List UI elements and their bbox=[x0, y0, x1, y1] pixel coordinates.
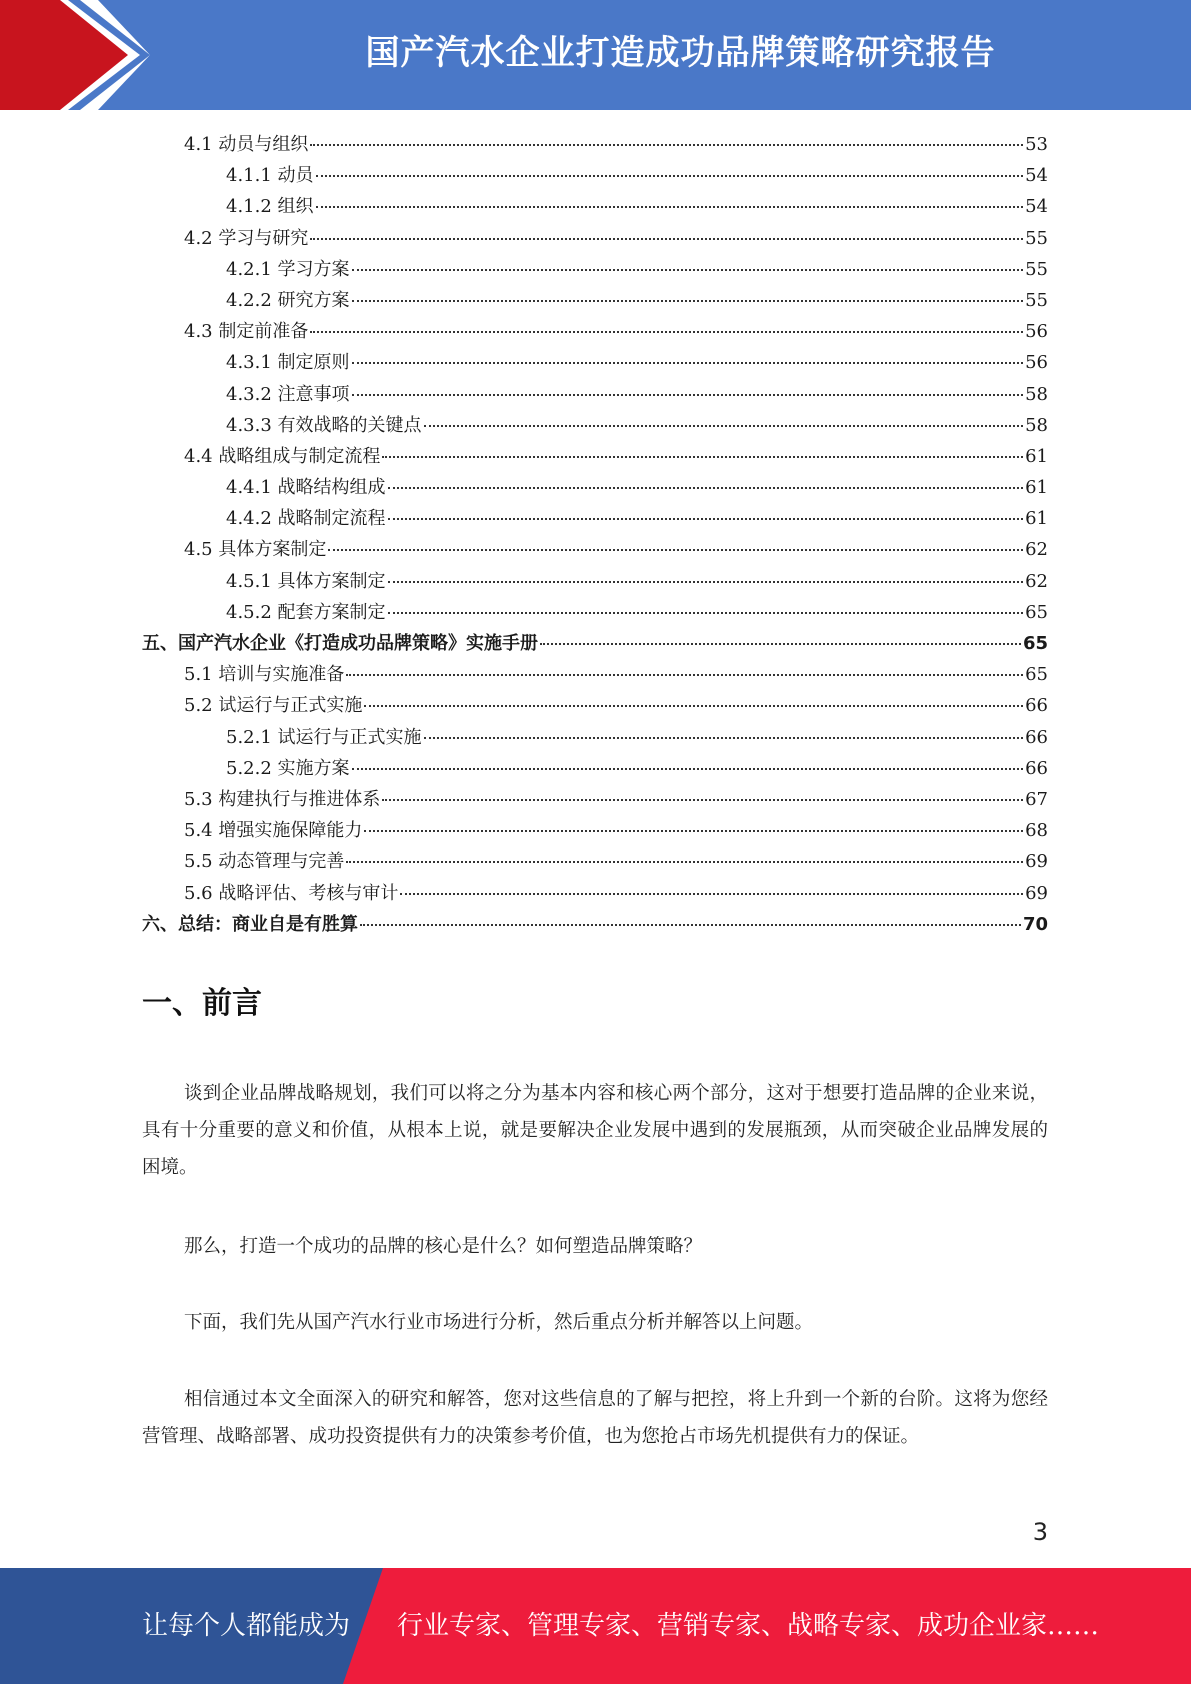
toc-entry[interactable] bbox=[142, 534, 1048, 565]
toc-entry-page: 54 bbox=[1025, 196, 1048, 218]
toc-entry-label: 5.1 培训与实施准备 bbox=[184, 664, 345, 686]
toc-entry-page: 58 bbox=[1025, 383, 1048, 405]
toc-entry-label: 4.3.1 制定原则 bbox=[226, 352, 350, 374]
toc-entry-label: 4.3.3 有效战略的关键点 bbox=[226, 414, 422, 436]
toc-entry-label: 5.5 动态管理与完善 bbox=[184, 851, 345, 873]
toc-entry[interactable] bbox=[142, 410, 1048, 441]
toc-entry[interactable] bbox=[142, 441, 1048, 472]
toc-entry-page: 69 bbox=[1025, 882, 1048, 904]
toc-dot-leader bbox=[352, 298, 1024, 302]
toc-dot-leader bbox=[364, 828, 1023, 832]
toc-entry-label: 5.2.1 试运行与正式实施 bbox=[226, 726, 422, 748]
toc-entry[interactable] bbox=[142, 316, 1048, 347]
toc-entry-page: 65 bbox=[1022, 633, 1048, 654]
toc-dot-leader bbox=[310, 329, 1023, 333]
toc-entry-page: 61 bbox=[1025, 445, 1048, 467]
toc-entry-page: 62 bbox=[1025, 539, 1048, 561]
paragraph-2: 那么，打造一个成功的品牌的核心是什么？如何塑造品牌策略？ bbox=[184, 1236, 703, 1257]
toc-entry-label: 六、总结：商业自是有胜算 bbox=[142, 913, 358, 935]
toc-dot-leader bbox=[310, 142, 1023, 146]
toc-dot-leader bbox=[382, 454, 1023, 458]
toc-dot-leader bbox=[316, 173, 1024, 177]
toc-entry[interactable] bbox=[142, 129, 1048, 160]
toc-entry[interactable] bbox=[142, 191, 1048, 222]
footer-band bbox=[0, 1568, 1191, 1684]
toc-dot-leader bbox=[360, 922, 1021, 926]
toc-entry-label: 4.1.2 组织 bbox=[226, 196, 314, 218]
toc-entry[interactable] bbox=[142, 223, 1048, 254]
toc-entry[interactable] bbox=[142, 784, 1048, 815]
toc-dot-leader bbox=[352, 267, 1024, 271]
toc-entry-label: 五、国产汽水企业《打造成功品牌策略》实施手册 bbox=[142, 633, 538, 654]
toc-dot-leader bbox=[316, 204, 1024, 208]
section-heading: 一、前言 bbox=[142, 986, 262, 1021]
toc-dot-leader bbox=[352, 766, 1024, 770]
toc-entry[interactable] bbox=[142, 285, 1048, 316]
toc-dot-leader bbox=[382, 797, 1023, 801]
toc-entry-page: 66 bbox=[1025, 695, 1048, 717]
paragraph-3: 下面，我们先从国产汽水行业市场进行分析，然后重点分析并解答以上问题。 bbox=[184, 1312, 814, 1333]
toc-entry-page: 55 bbox=[1025, 258, 1048, 280]
toc-entry-page: 55 bbox=[1025, 289, 1048, 311]
toc-entry-page: 55 bbox=[1025, 227, 1048, 249]
footer-slogan-left: 让每个人都能成为 bbox=[142, 1611, 351, 1641]
toc-entry-page: 53 bbox=[1025, 134, 1048, 155]
toc-entry[interactable] bbox=[142, 846, 1048, 877]
toc-entry-label: 5.3 构建执行与推进体系 bbox=[184, 788, 381, 810]
toc-entry-label: 4.5 具体方案制定 bbox=[184, 539, 327, 561]
toc-entry-label: 5.4 增强实施保障能力 bbox=[184, 820, 363, 842]
toc-entry[interactable] bbox=[142, 347, 1048, 378]
toc-entry[interactable] bbox=[142, 690, 1048, 721]
toc-entry-label: 5.2.2 实施方案 bbox=[226, 757, 350, 779]
toc-dot-leader bbox=[540, 641, 1021, 645]
toc-entry[interactable] bbox=[142, 379, 1048, 410]
toc-entry-page: 69 bbox=[1025, 851, 1048, 873]
toc-entry-label: 4.4.2 战略制定流程 bbox=[226, 508, 386, 530]
toc-dot-leader bbox=[388, 516, 1024, 520]
toc-entry-page: 54 bbox=[1025, 165, 1048, 187]
toc-entry[interactable] bbox=[142, 503, 1048, 534]
toc-entry[interactable] bbox=[142, 597, 1048, 628]
page-number: 3 bbox=[1032, 1518, 1048, 1546]
toc-entry-label: 4.1 动员与组织 bbox=[184, 134, 309, 155]
toc-dot-leader bbox=[400, 891, 1023, 895]
toc-dot-leader bbox=[346, 859, 1023, 863]
toc-entry-label: 4.5.2 配套方案制定 bbox=[226, 601, 386, 623]
toc-entry[interactable] bbox=[142, 472, 1048, 503]
header-band bbox=[0, 0, 1191, 110]
toc-entry[interactable] bbox=[142, 909, 1048, 940]
toc-entry[interactable] bbox=[142, 722, 1048, 753]
paragraph-1: 谈到企业品牌战略规划，我们可以将之分为基本内容和核心两个部分，这对于想要打造品牌的企业来说，具有十分重要的意义和价值，从根本上说，就是要解决企业发展中遇到的发展瓶颈，从而突破企业品牌发展的困境。 bbox=[142, 1083, 1048, 1178]
toc-entry-label: 5.6 战略评估、考核与审计 bbox=[184, 882, 399, 904]
toc-entry-page: 70 bbox=[1022, 913, 1048, 935]
toc-dot-leader bbox=[346, 672, 1023, 676]
toc-entry[interactable] bbox=[142, 815, 1048, 846]
toc-dot-leader bbox=[310, 236, 1023, 240]
toc-entry[interactable] bbox=[142, 878, 1048, 909]
toc-dot-leader bbox=[352, 392, 1024, 396]
toc-entry-page: 62 bbox=[1025, 570, 1048, 592]
toc-entry-label: 4.4 战略组成与制定流程 bbox=[184, 445, 381, 467]
toc-entry-page: 68 bbox=[1025, 820, 1048, 842]
toc-entry-page: 65 bbox=[1025, 601, 1048, 623]
toc-entry-label: 4.3.2 注意事项 bbox=[226, 383, 350, 405]
toc-entry-label: 4.5.1 具体方案制定 bbox=[226, 570, 386, 592]
toc-dot-leader bbox=[388, 579, 1024, 583]
toc-entry-page: 56 bbox=[1025, 352, 1048, 374]
toc-entry[interactable] bbox=[142, 628, 1048, 659]
toc-entry[interactable] bbox=[142, 160, 1048, 191]
toc-entry[interactable] bbox=[142, 753, 1048, 784]
toc-entry-label: 5.2 试运行与正式实施 bbox=[184, 695, 363, 717]
toc-entry-page: 58 bbox=[1025, 414, 1048, 436]
paragraph-4: 相信通过本文全面深入的研究和解答，您对这些信息的了解与把控，将上升到一个新的台阶。这将为您经营管理、战略部署、成功投资提供有力的决策参考价值，也为您抢占市场先机提供有力的保证。 bbox=[142, 1389, 1048, 1447]
toc-entry[interactable] bbox=[142, 566, 1048, 597]
toc-entry-page: 67 bbox=[1025, 788, 1048, 810]
toc-dot-leader bbox=[364, 703, 1023, 707]
toc-entry-label: 4.2.1 学习方案 bbox=[226, 258, 350, 280]
toc-entry-page: 65 bbox=[1025, 664, 1048, 686]
toc-entry-page: 61 bbox=[1025, 477, 1048, 499]
toc-entry-label: 4.3 制定前准备 bbox=[184, 321, 309, 343]
toc-dot-leader bbox=[352, 360, 1024, 364]
toc-dot-leader bbox=[388, 610, 1024, 614]
toc-entry-page: 61 bbox=[1025, 508, 1048, 530]
toc-entry-label: 4.4.1 战略结构组成 bbox=[226, 477, 386, 499]
toc-entry-page: 56 bbox=[1025, 321, 1048, 343]
footer-slogan-right: 行业专家、管理专家、营销专家、战略专家、成功企业家…… bbox=[397, 1611, 1100, 1641]
table-of-contents bbox=[142, 129, 1048, 940]
toc-entry-label: 4.2 学习与研究 bbox=[184, 227, 309, 249]
toc-entry[interactable] bbox=[142, 659, 1048, 690]
toc-entry-label: 4.2.2 研究方案 bbox=[226, 289, 350, 311]
toc-dot-leader bbox=[424, 423, 1024, 427]
toc-entry-page: 66 bbox=[1025, 726, 1048, 748]
toc-entry[interactable] bbox=[142, 254, 1048, 285]
toc-entry-label: 4.1.1 动员 bbox=[226, 165, 314, 187]
toc-dot-leader bbox=[328, 547, 1023, 551]
report-title: 国产汽水企业打造成功品牌策略研究报告 bbox=[365, 33, 996, 73]
toc-dot-leader bbox=[388, 485, 1024, 489]
toc-entry-page: 66 bbox=[1025, 757, 1048, 779]
toc-dot-leader bbox=[424, 735, 1024, 739]
